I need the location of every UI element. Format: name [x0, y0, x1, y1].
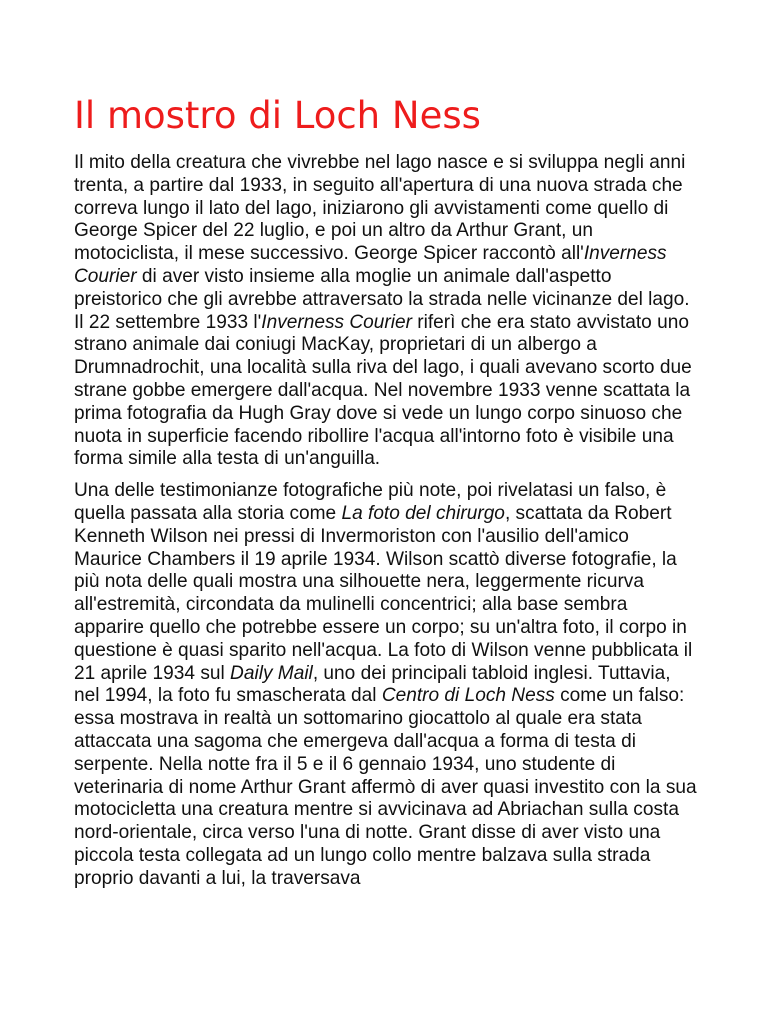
paragraph-2-text-2: , scattata da Robert Kenneth Wilson nei pressi di Invermoriston con l'ausilio dell'amico Maurice Chambers il 19 aprile 1934. Wilson scattò diverse fotografie, la più nota delle quali mostra una silhouette nera, leggermente ricurva all'estremità, circondata da mulinelli concentrici; alla base sembra apparire quello che potrebbe essere un corpo; su un'altra foto, il corpo in questione è quasi sparito nell'acqua. La foto di Wilson venne pubblicata il 21 aprile 1934 sul	[74, 502, 693, 684]
organization-name-italic: Centro di Loch Ness	[381, 685, 555, 707]
newspaper-name-italic: Inverness Courier	[261, 311, 412, 333]
newspaper-name-italic: Inverness Courier	[74, 243, 667, 287]
photo-name-italic: La foto del chirurgo	[341, 502, 505, 524]
paragraph-1-text-3: riferì che era stato avvistato uno strano animale dai coniugi MacKay, proprietari di un albergo a Drumnadrochit, una località sulla riva del lago, i quali avevano scorto due strane gobbe emergere dall'acqua. Nel novembre 1933 venne scattata la prima fotografia da Hugh Gray dove si vede un lungo corpo sinuoso che nuota in superficie facendo ribollire l'acqua all'intorno foto è visibile una forma simile alla testa di un'anguilla.	[74, 311, 692, 470]
document-page	[74, 92, 698, 900]
paragraph-1	[74, 152, 698, 471]
paragraph-2-text-4: come un falso: essa mostrava in realtà un sottomarino giocattolo al quale era stata attaccata una sagoma che emergeva dall'acqua a forma di testa di serpente. Nella notte fra il 5 e il 6 gennaio 1934, uno studente di veterinaria di nome Arthur Grant affermò di aver quasi investito con la sua motocicletta una creatura mentre si avvicinava ad Abriachan sulla costa nord-orientale, circa verso l'una di notte. Grant disse di aver visto una piccola testa collegata ad un lungo collo mentre balzava sulla strada proprio davanti a lui, la traversava	[74, 685, 697, 889]
paragraph-2-text-1: Una delle testimonianze fotografiche più note, poi rivelatasi un falso, è quella passata alla storia come	[74, 480, 667, 524]
paragraph-2	[74, 480, 698, 890]
newspaper-name-italic: Daily Mail	[230, 662, 313, 684]
page-title: Il mostro di Loch Ness	[74, 94, 481, 137]
paragraph-1-text-1: Il mito della creatura che vivrebbe nel lago nasce e si sviluppa negli anni trenta, a partire dal 1933, in seguito all'apertura di una nuova strada che correva lungo il lato del lago, iniziarono gli avvistamenti come quello di George Spicer del 22 luglio, e poi un altro da Arthur Grant, un motociclista, il mese successivo. George Spicer raccontò all'	[74, 152, 686, 265]
paragraph-1-text-2: di aver visto insieme alla moglie un animale dall'aspetto preistorico che gli avrebbe attraversato la strada nelle vicinanze del lago. Il 22 settembre 1933 l'	[74, 265, 690, 333]
paragraph-2-text-3: , uno dei principali tabloid inglesi. Tuttavia, nel 1994, la foto fu smascherata dal	[74, 662, 671, 707]
